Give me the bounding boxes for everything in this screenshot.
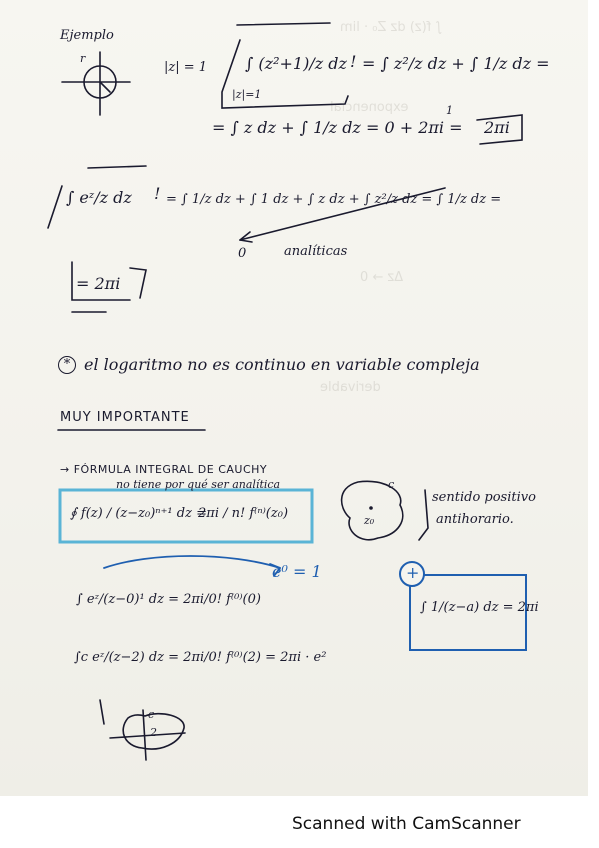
cauchy-title: → FÓRMULA INTEGRAL DE CAUCHY bbox=[60, 463, 268, 476]
radius-line bbox=[100, 82, 110, 92]
ex2-integral: ∫ eᶻ/z dz bbox=[66, 188, 132, 207]
ex2-result-bracket-right bbox=[130, 268, 146, 298]
radius-label: r bbox=[80, 52, 86, 65]
ex4-c-label: c bbox=[148, 708, 155, 721]
note-text: el logaritmo no es continuo en variable compleja bbox=[84, 355, 480, 374]
sense-line-1: sentido positivo bbox=[432, 490, 536, 505]
ex3-formula: ∫ eᶻ/(z−0)¹ dz = 2πi/0! f⁽⁰⁾(0) bbox=[76, 592, 261, 607]
ex1-condition-lower: |z|=1 bbox=[232, 88, 262, 101]
plus-sign: + bbox=[406, 563, 420, 582]
ex2-top-line bbox=[88, 166, 146, 168]
ex1-bang: ! bbox=[350, 52, 357, 71]
box-top bbox=[237, 23, 330, 25]
ex1-eq2: = ∫ z dz + ∫ 1/z dz = 0 + 2πi = bbox=[212, 118, 463, 137]
bleed-through-text: derivable bbox=[320, 380, 381, 395]
note-mark: * bbox=[58, 356, 76, 374]
ex1-unit-mark: 1 bbox=[446, 104, 453, 117]
ex2-zero: 0 bbox=[238, 246, 247, 261]
bleed-through-text: ∫ f(z) dz Z₀ · lim bbox=[340, 20, 443, 35]
header-label: Ejemplo bbox=[60, 28, 114, 43]
right-box-formula: ∫ 1/(z−a) dz = 2πi bbox=[420, 600, 539, 615]
z0-dot bbox=[369, 506, 373, 510]
ex2-analytic-label: analíticas bbox=[284, 244, 348, 259]
scanner-footer bbox=[0, 796, 599, 848]
bottom-axis-x bbox=[110, 733, 185, 738]
ex3-side-note: e⁰ = 1 bbox=[272, 562, 322, 581]
blue-arc-arrow bbox=[104, 556, 280, 568]
contour-z0-label: z₀ bbox=[364, 514, 375, 527]
cauchy-formula-right: 2πi / n! f⁽ⁿ⁾(z₀) bbox=[198, 506, 289, 521]
sense-brace bbox=[419, 490, 428, 540]
ex1-integral: ∫ (z²+1)/z dz bbox=[245, 54, 347, 73]
bleed-through-text: exponencial bbox=[330, 100, 409, 115]
sense-line-2: antihorario. bbox=[436, 512, 514, 527]
scanner-watermark: Scanned with CamScanner bbox=[292, 814, 521, 834]
ex2-result: = 2πi bbox=[76, 274, 121, 293]
ex1-condition: |z| = 1 bbox=[164, 60, 208, 75]
ex4-two-label: 2 bbox=[150, 726, 157, 739]
cauchy-annotation: no tiene por qué ser analítica bbox=[116, 478, 281, 491]
ex2-bang: ! bbox=[154, 184, 161, 203]
ex2-slant bbox=[48, 186, 62, 228]
ex2-eq: = ∫ 1/z dz + ∫ 1 dz + ∫ z dz + ∫ z²/z dz = ∫ 1/z dz = bbox=[166, 192, 502, 207]
contour-c-label: c bbox=[388, 478, 395, 491]
ex1-eq1: = ∫ z²/z dz + ∫ 1/z dz = bbox=[362, 54, 550, 73]
ex1-result: 2πi bbox=[484, 118, 510, 137]
pointer-stroke bbox=[100, 700, 104, 724]
important-heading: MUY IMPORTANTE bbox=[60, 410, 190, 425]
bleed-through-text: Δz → 0 bbox=[360, 270, 404, 285]
cauchy-formula-left: ∮ f(z) / (z−z₀)ⁿ⁺¹ dz = bbox=[70, 506, 207, 521]
ex4-formula: ∫c eᶻ/(z−2) dz = 2πi/0! f⁽⁰⁾(2) = 2πi · e² bbox=[74, 650, 327, 665]
